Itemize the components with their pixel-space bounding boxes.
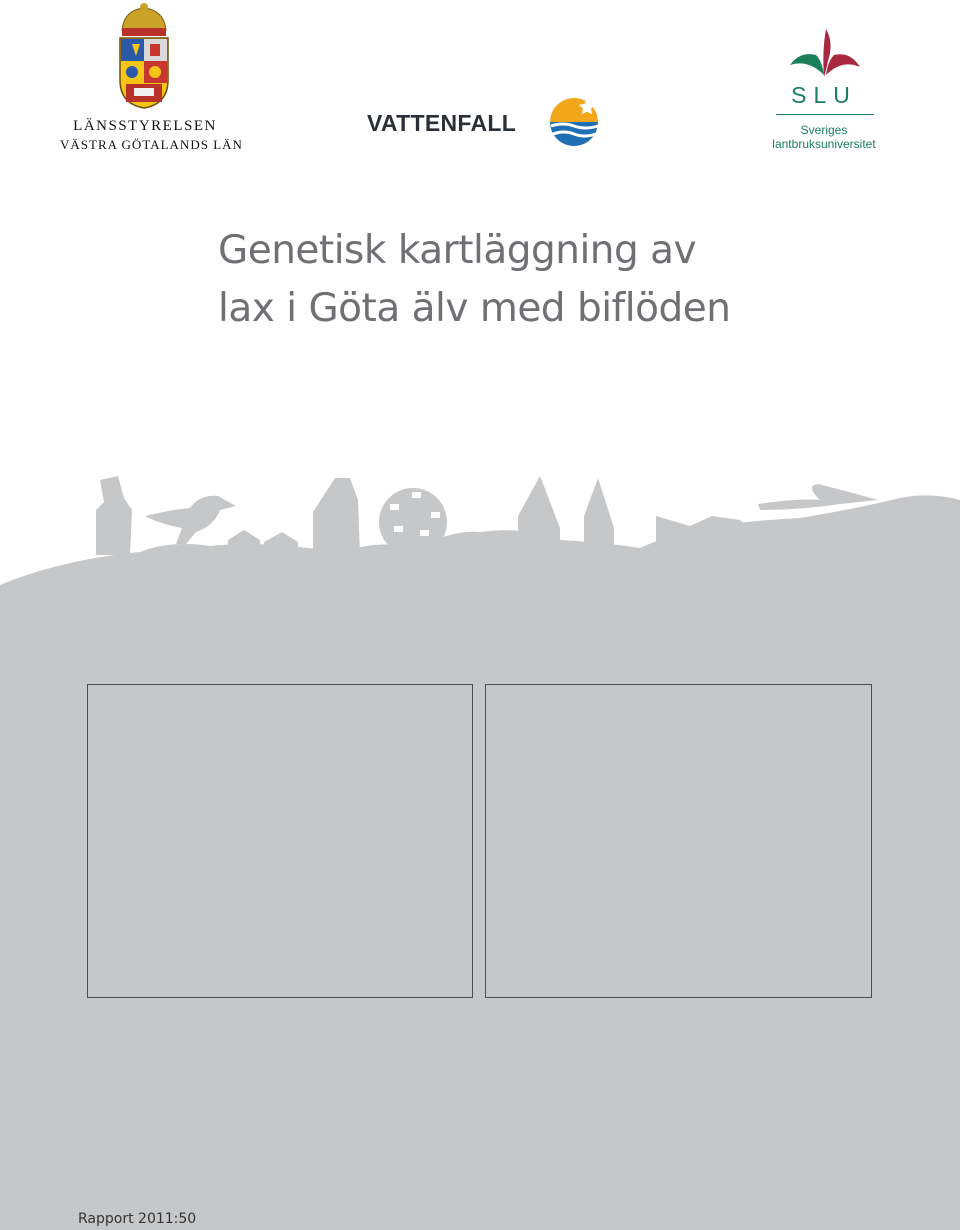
photo-frame-left [87,684,473,998]
report-number: Rapport 2011:50 [78,1211,197,1227]
vattenfall-name: VATTENFALL [367,110,517,136]
coat-of-arms-crest-icon [112,0,176,110]
vattenfall-logo [367,95,607,155]
trefoil-plant-emblem-icon [786,25,864,81]
lansstyrelsen-subtitle: VÄSTRA GÖTALANDS LÄN [60,137,243,152]
slu-logo [772,25,882,155]
slu-abbreviation: SLU [791,82,857,108]
sun-water-emblem-icon [547,95,601,149]
slu-name-line2: lantbruksuniversitet [772,137,876,151]
slu-divider [776,114,874,115]
slu-name-line1: Sveriges [800,123,848,137]
photo-frame-right [485,684,872,998]
lansstyrelsen-name: LÄNSSTYRELSEN [73,118,217,134]
report-title [218,222,730,338]
lansstyrelsen-logo [60,0,243,160]
title-line1: Genetisk kartläggning av [218,228,697,273]
title-line2: lax i Göta älv med biflöden [218,286,731,331]
